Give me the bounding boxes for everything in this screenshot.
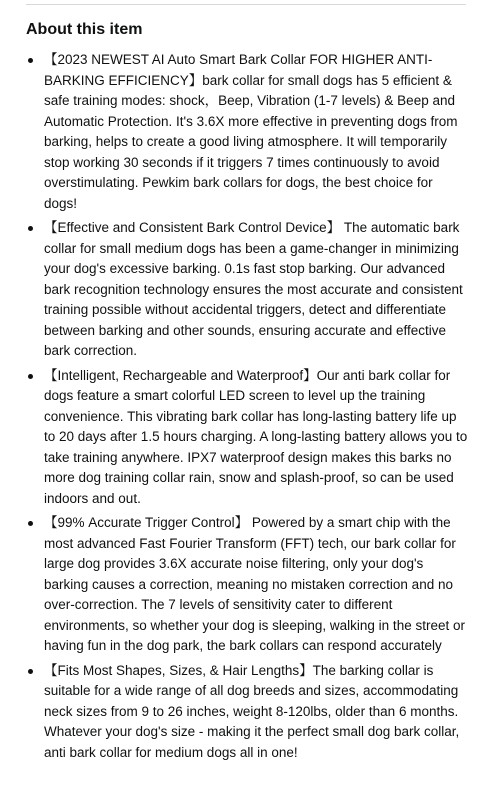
section-title: About this item: [26, 21, 143, 38]
bullet-dot-icon: [28, 374, 33, 379]
feature-bullet-text: 【99% Accurate Trigger Control】 Powered by a smart chip with the most advanced Fast Fourier Transform (FFT) tech, our bark collar for large dog provides 3.6X accurate noise filtering, only your dog's barking causes a correction, meaning no mistaken correction and no over-correction. The 7 levels of sensitivity cater to different environments, so whether your dog is sleeping, walking in the street or having fun in the dog park, the bark collars can respond accurately: [44, 515, 465, 653]
bullet-dot-icon: [28, 669, 33, 674]
feature-bullet: [26, 661, 468, 764]
feature-bullet: [26, 218, 468, 362]
bullet-dot-icon: [28, 58, 33, 63]
about-this-item-section: [26, 20, 468, 767]
feature-bullet-text: 【2023 NEWEST AI Auto Smart Bark Collar FOR HIGHER ANTI-BARKING EFFICIENCY】bark collar for small dogs has 5 efficient & safe training modes: shock，Beep, Vibration (1-7 levels) & Beep and Automatic Protection. It's 3.6X more effective in preventing dogs from barking, helps to create a good living atmosphere. It will temporarily stop working 30 seconds if it triggers 7 times continuously to avoid overstimulating. Pewkim bark collars for dogs, the best choice for dogs!: [44, 52, 458, 211]
feature-bullet: [26, 366, 468, 510]
feature-bullet-text: 【Effective and Consistent Bark Control Device】 The automatic bark collar for small medium dogs has been a game-changer in minimizing your dog's excessive barking. 0.1s fast stop barking. Our advanced bark recognition technology ensures the most accurate and consistent training possible without accidental triggers, detect and differentiate between barking and other sounds, ensuring accurate and effective bark correction.: [44, 220, 463, 358]
bullet-dot-icon: [28, 521, 33, 526]
feature-bullet: [26, 50, 468, 214]
section-divider: [26, 4, 466, 5]
bullet-dot-icon: [28, 226, 33, 231]
feature-bullet: [26, 513, 468, 657]
feature-bullet-text: 【Intelligent, Rechargeable and Waterproof】Our anti bark collar for dogs feature a smart colorful LED screen to level up the training convenience. This vibrating bark collar has long-lasting battery life up to 20 days after 1.5 hours charging. A long-lasting battery allows you to take training anywhere. IPX7 waterproof design makes this barks no more dog training collar rain, snow and splash-proof, so can be used indoors and out.: [44, 367, 468, 506]
feature-bullet-list: [26, 50, 468, 763]
feature-bullet-text: 【Fits Most Shapes, Sizes, & Hair Lengths】The barking collar is suitable for a wide range of all dog breeds and sizes, accommodating neck sizes from 9 to 26 inches, weight 8-120lbs, older than 6 months. Whatever your dog's size - making it the perfect small dog bark collar, anti bark collar for medium dogs all in one!: [44, 662, 460, 760]
